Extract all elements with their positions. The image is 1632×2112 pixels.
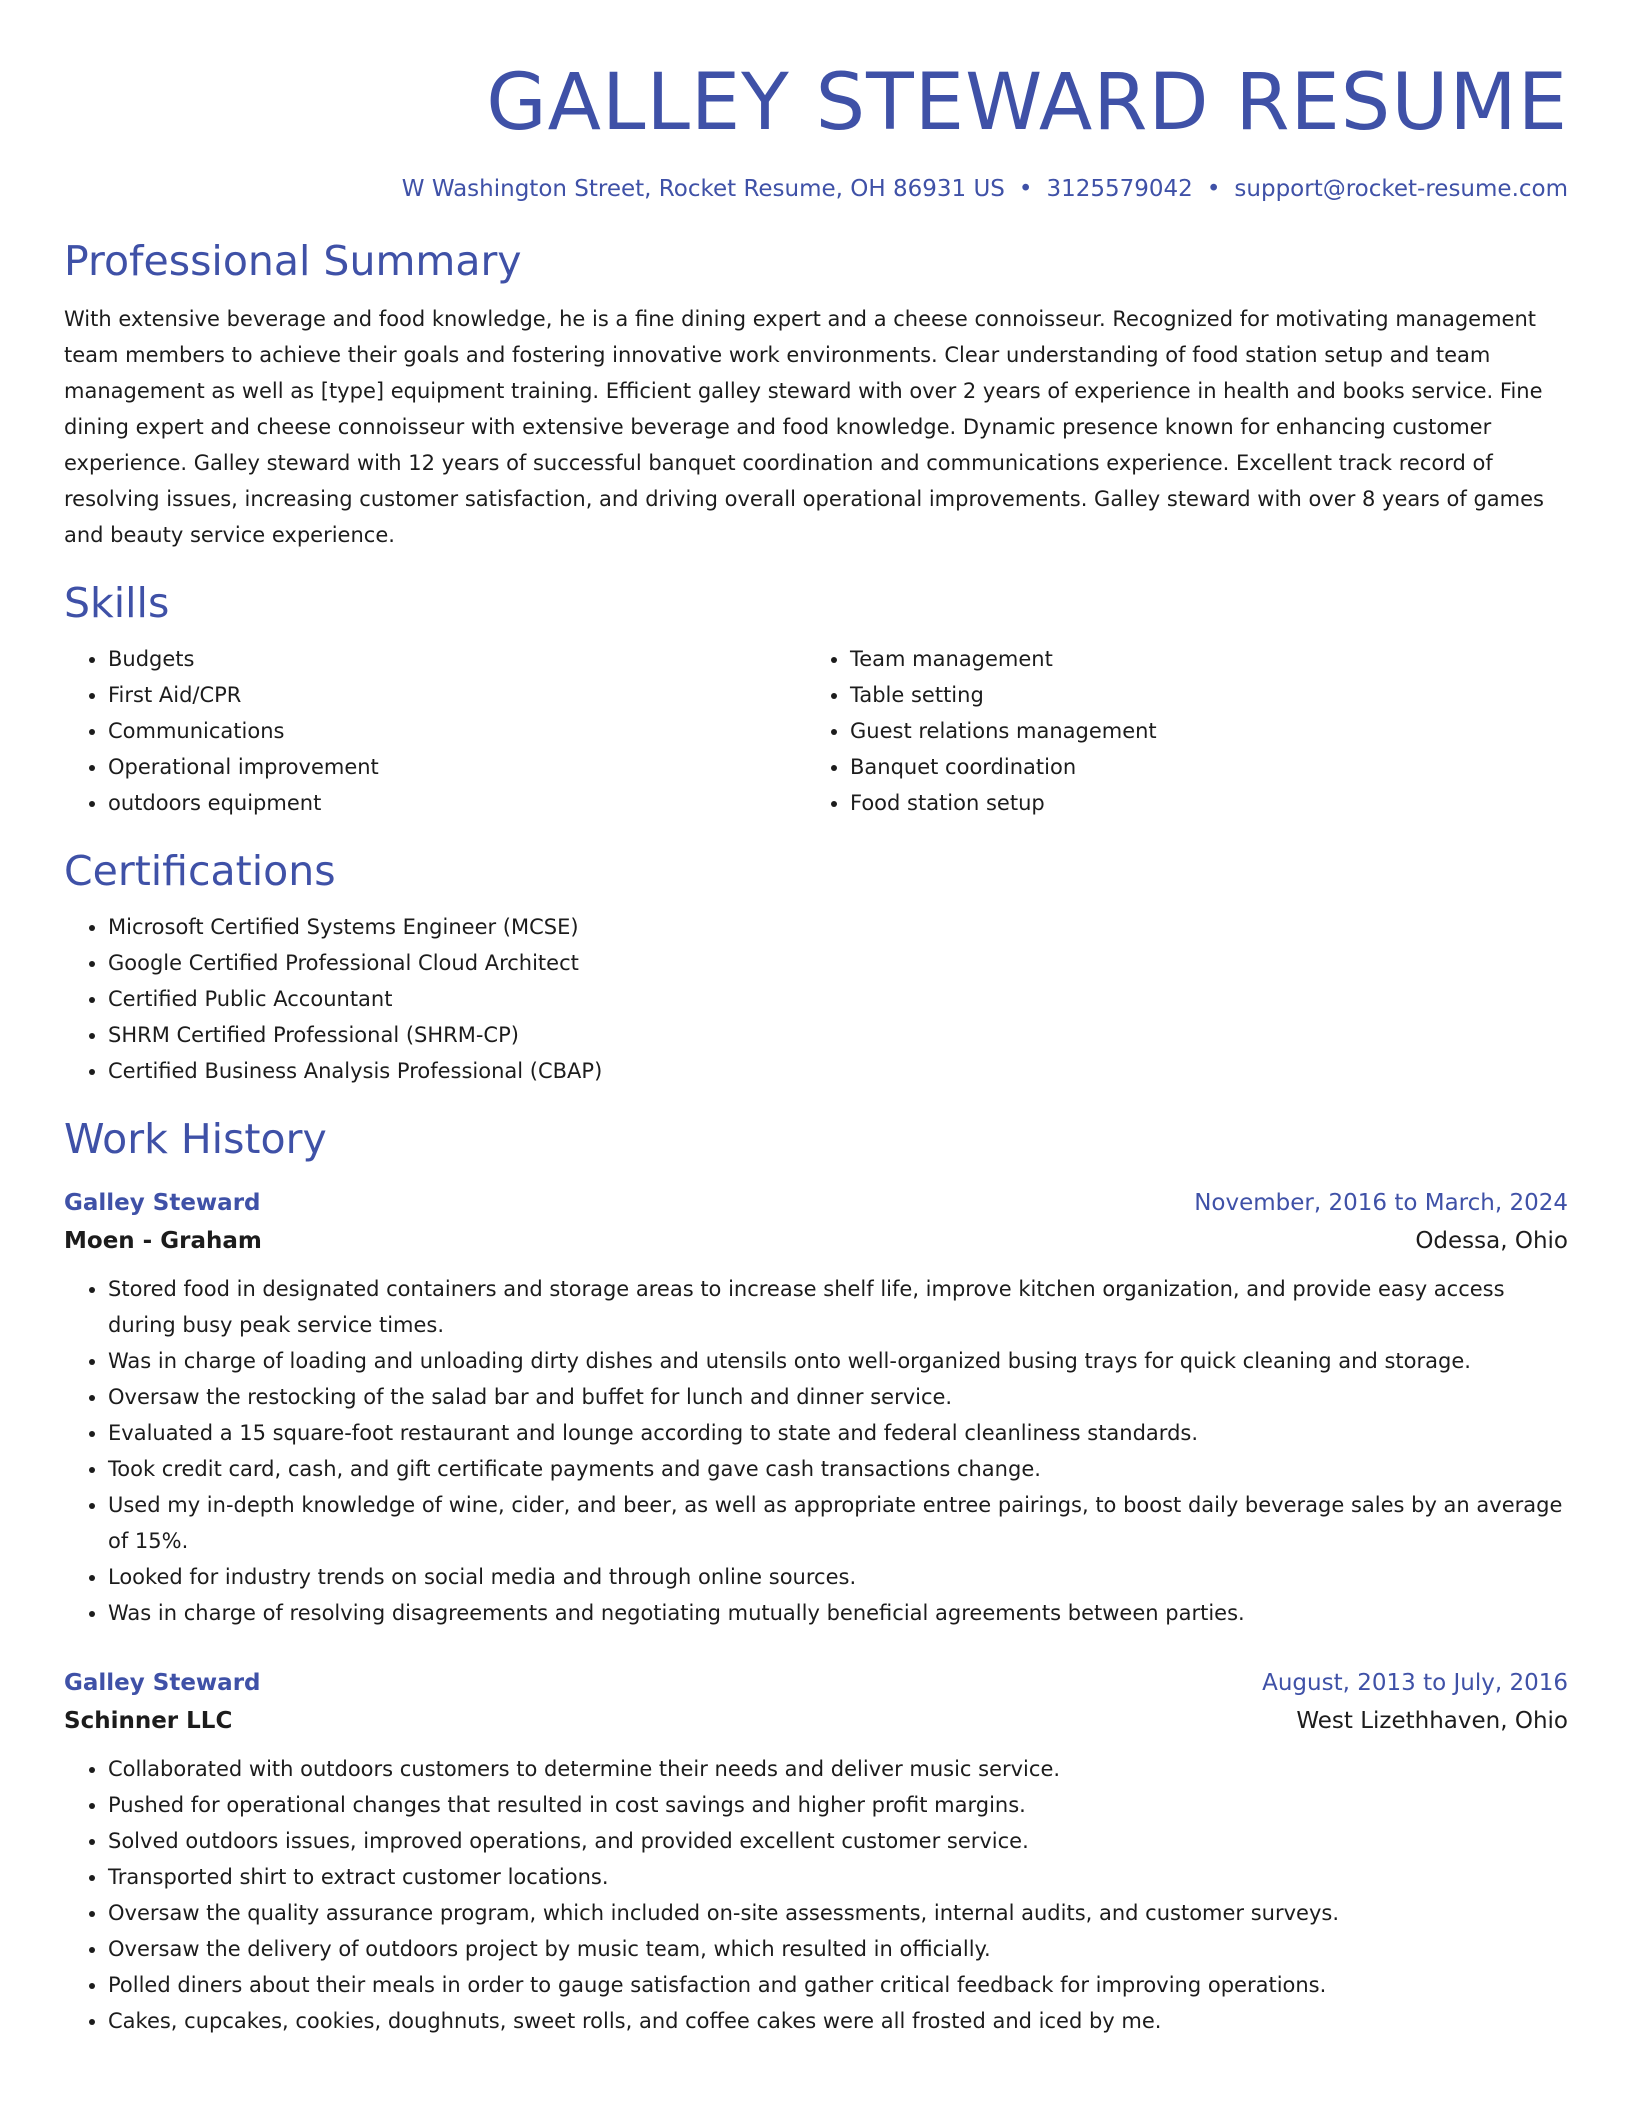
resume-title: GALLEY STEWARD RESUME [486,58,1568,148]
skill-item: • Operational improvement [108,749,806,785]
certifications-section [64,845,1568,1089]
job-duties-list [64,1751,1568,2039]
job-title-row [64,1665,1568,1701]
certification-item: • Certified Public Accountant [108,981,1568,1017]
contact-email[interactable]: support@rocket-resume.com [1234,176,1568,202]
skills-grid [64,641,1568,821]
contact-separator: • [1018,176,1033,202]
job-company-row [64,1701,1568,1741]
certifications-heading: Certifications [64,847,336,895]
skill-item: • Food station setup [850,785,1548,821]
job-location: West Lizethhaven, Ohio [1296,1708,1568,1734]
skills-column-right [806,641,1548,821]
contact-address: W Washington Street, Rocket Resume, OH 86931 US [401,176,1005,202]
work-history-section [64,1113,1568,2039]
certification-item: • Google Certified Professional Cloud Architect [108,945,1568,981]
job-duty-item: • Pushed for operational changes that resulted in cost savings and higher profit margins. [108,1787,1568,1823]
job-duty-item: • Solved outdoors issues, improved operations, and provided excellent customer service. [108,1823,1568,1859]
work-history-heading: Work History [64,1115,327,1163]
skill-item: • Communications [108,713,806,749]
job-duty-item: • Evaluated a 15 square-foot restaurant and lounge according to state and federal cleanliness standards. [108,1415,1568,1451]
job-duty-item: • Was in charge of loading and unloading dirty dishes and utensils onto well-organized busing trays for quick cleaning and storage. [108,1343,1568,1379]
job-duties-list [64,1271,1568,1631]
skill-item: • Team management [850,641,1548,677]
skill-item: • First Aid/CPR [108,677,806,713]
job-duty-item: • Cakes, cupcakes, cookies, doughnuts, sweet rolls, and coffee cakes were all frosted and iced by me. [108,2003,1568,2039]
job-duty-item: • Oversaw the delivery of outdoors project by music team, which resulted in officially. [108,1931,1568,1967]
skill-item: • Banquet coordination [850,749,1548,785]
job-company-row [64,1221,1568,1261]
job-duty-item: • Oversaw the restocking of the salad bar and buffet for lunch and dinner service. [108,1379,1568,1415]
job-company: Schinner LLC [64,1708,233,1734]
job-entry [64,1185,1568,1631]
job-duty-item: • Stored food in designated containers and storage areas to increase shelf life, improve kitchen organization, and provide easy access during busy peak service times. [108,1271,1568,1343]
contact-separator: • [1206,176,1221,202]
contact-phone: 3125579042 [1046,176,1193,202]
job-duty-item: • Was in charge of resolving disagreements and negotiating mutually beneficial agreements between parties. [108,1595,1568,1631]
summary-section [64,235,1568,553]
job-dates: August, 2013 to July, 2016 [1262,1670,1568,1696]
job-title: Galley Steward [64,1670,261,1696]
contact-line [64,173,1568,205]
job-duty-item: • Collaborated with outdoors customers to determine their needs and deliver music service. [108,1751,1568,1787]
skill-item: • outdoors equipment [108,785,806,821]
job-duty-item: • Looked for industry trends on social media and through online sources. [108,1559,1568,1595]
skills-heading: Skills [64,579,170,627]
skills-section [64,577,1568,821]
job-title-row [64,1185,1568,1221]
summary-heading: Professional Summary [64,237,522,285]
skill-item: • Guest relations management [850,713,1548,749]
certifications-list [64,909,1568,1089]
job-duty-item: • Polled diners about their meals in order to gauge satisfaction and gather critical feedback for improving operations. [108,1967,1568,2003]
resume-page [64,0,1568,2039]
job-company: Moen - Graham [64,1228,262,1254]
skills-column-left [64,641,806,821]
job-duty-item: • Transported shirt to extract customer locations. [108,1859,1568,1895]
job-duty-item: • Oversaw the quality assurance program, which included on-site assessments, internal audits, and customer surveys. [108,1895,1568,1931]
certification-item: • Microsoft Certified Systems Engineer (MCSE) [108,909,1568,945]
job-location: Odessa, Ohio [1415,1228,1568,1254]
job-title: Galley Steward [64,1190,261,1216]
skill-item: • Budgets [108,641,806,677]
certification-item: • Certified Business Analysis Professional (CBAP) [108,1053,1568,1089]
certification-item: • SHRM Certified Professional (SHRM-CP) [108,1017,1568,1053]
job-dates: November, 2016 to March, 2024 [1194,1190,1568,1216]
job-duty-item: • Used my in-depth knowledge of wine, cider, and beer, as well as appropriate entree pairings, to boost daily beverage sales by an average of 15%. [108,1487,1568,1559]
job-entry [64,1665,1568,2039]
skill-item: • Table setting [850,677,1548,713]
job-duty-item: • Took credit card, cash, and gift certificate payments and gave cash transactions change. [108,1451,1568,1487]
summary-text: With extensive beverage and food knowledge, he is a fine dining expert and a cheese connoisseur. Recognized for motivating management team members to achieve their goals and fostering innovative work environments. Clear understanding of food station setup and team management as well as [type] equipment training. Efficient galley steward with over 2 years of experience in health and books service. Fine dining expert and cheese connoisseur with extensive beverage and food knowledge. Dynamic presence known for enhancing customer experience. Galley steward with 12 years of successful banquet coordination and communications experience. Excellent track record of resolving issues, increasing customer satisfaction, and driving overall operational improvements. Galley steward with over 8 years of games and beauty service experience. [64,307,1544,547]
